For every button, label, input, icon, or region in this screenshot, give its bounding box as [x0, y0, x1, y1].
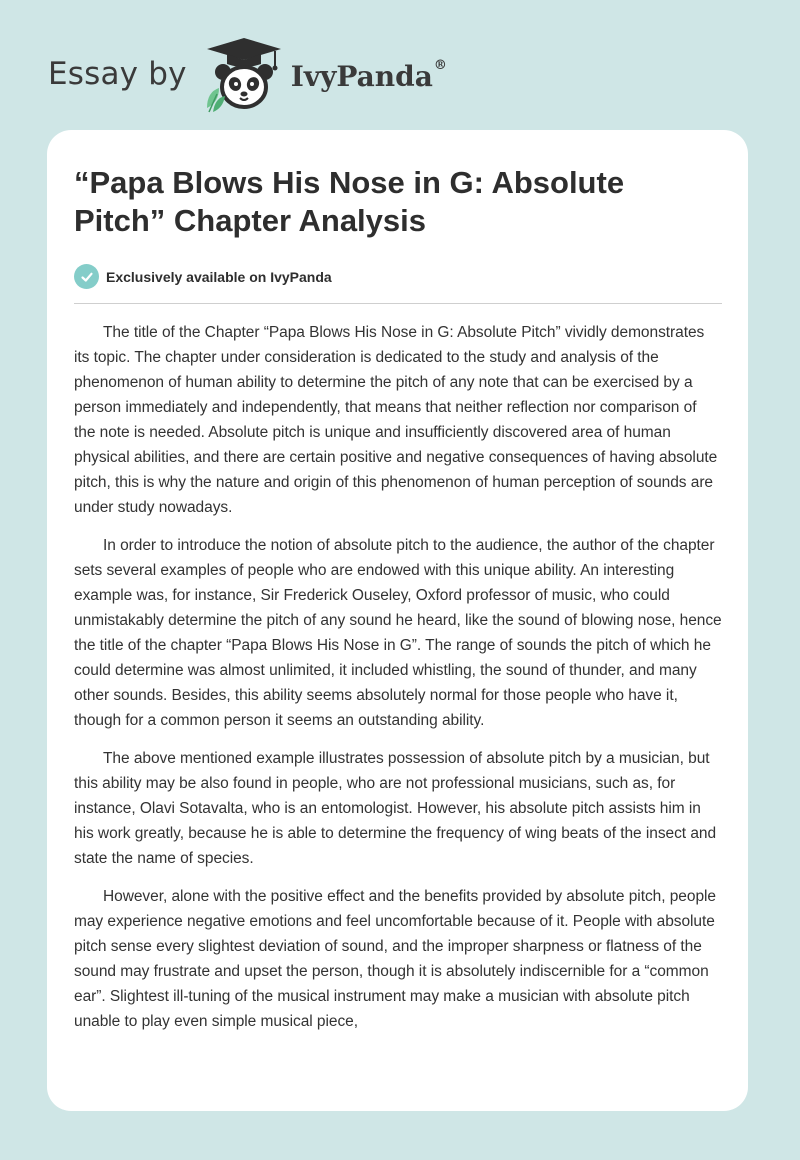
essay-body — [74, 320, 722, 1034]
essay-by-label: Essay by — [48, 56, 187, 92]
paragraph: The title of the Chapter “Papa Blows His Nose in G: Absolute Pitch” vividly demonstrates its topic. The chapter under consideration is dedicated to the study and analysis of the phenomenon of human ability to determine the pitch of any note that can be exercised by a person immediately and independently, that means that neither reflection nor comparison of the note is needed. Absolute pitch is unique and insufficiently discovered area of human physical abilities, and there are certain positive and negative consequences of having absolute pitch, this is why the nature and origin of this phenomenon of human perception of sounds are under study nowadays. — [74, 324, 718, 516]
paragraph: The above mentioned example illustrates possession of absolute pitch by a musician, but this ability may be also found in people, who are not professional musicians, such as, for instance, Olavi Sotavalta, who is an entomologist. However, his absolute pitch assists him in his work greatly, because he is able to determine the frequency of wing beats of the insect and state the name of species. — [74, 750, 717, 867]
essay-card — [47, 130, 748, 1111]
site-header — [48, 34, 447, 114]
exclusive-label: Exclusively available on IvyPanda — [106, 268, 332, 285]
check-circle-icon — [74, 264, 99, 289]
essay-title: “Papa Blows His Nose in G: Absolute Pitch” Chapter Analysis — [74, 165, 625, 238]
brand-text: IvyPanda — [290, 59, 433, 93]
exclusive-badge — [74, 264, 722, 304]
paragraph: In order to introduce the notion of absolute pitch to the audience, the author of the chapter sets several examples of people who are endowed with this unique ability. An interesting example was, for instance, Sir Frederick Ouseley, Oxford professor of music, who could unmistakably determine the pitch of any sound he heard, like the sound of blowing nose, hence the title of the chapter “Papa Blows His Nose in G”. The range of sounds the pitch of which he could determine was almost unlimited, it included whistling, the sound of thunder, and many other sounds. Besides, this ability seems absolutely normal for those people who have it, though for a common person it seems an outstanding ability. — [74, 537, 722, 729]
trademark-symbol: ® — [433, 58, 447, 74]
paragraph: However, alone with the positive effect and the benefits provided by absolute pitch, people may experience negative emotions and feel uncomfortable because of it. People with absolute pitch sense every slightest deviation of sound, and the improper sharpness or flatness of the sound may frustrate and upset the person, though it is absolutely indiscernible for a “common ear”. Slightest ill-tuning of the musical instrument may make a musician with absolute pitch unable to play even simple musical piece, — [74, 888, 716, 1030]
brand-name[interactable] — [291, 60, 447, 93]
panda-graduate-icon — [201, 34, 287, 114]
